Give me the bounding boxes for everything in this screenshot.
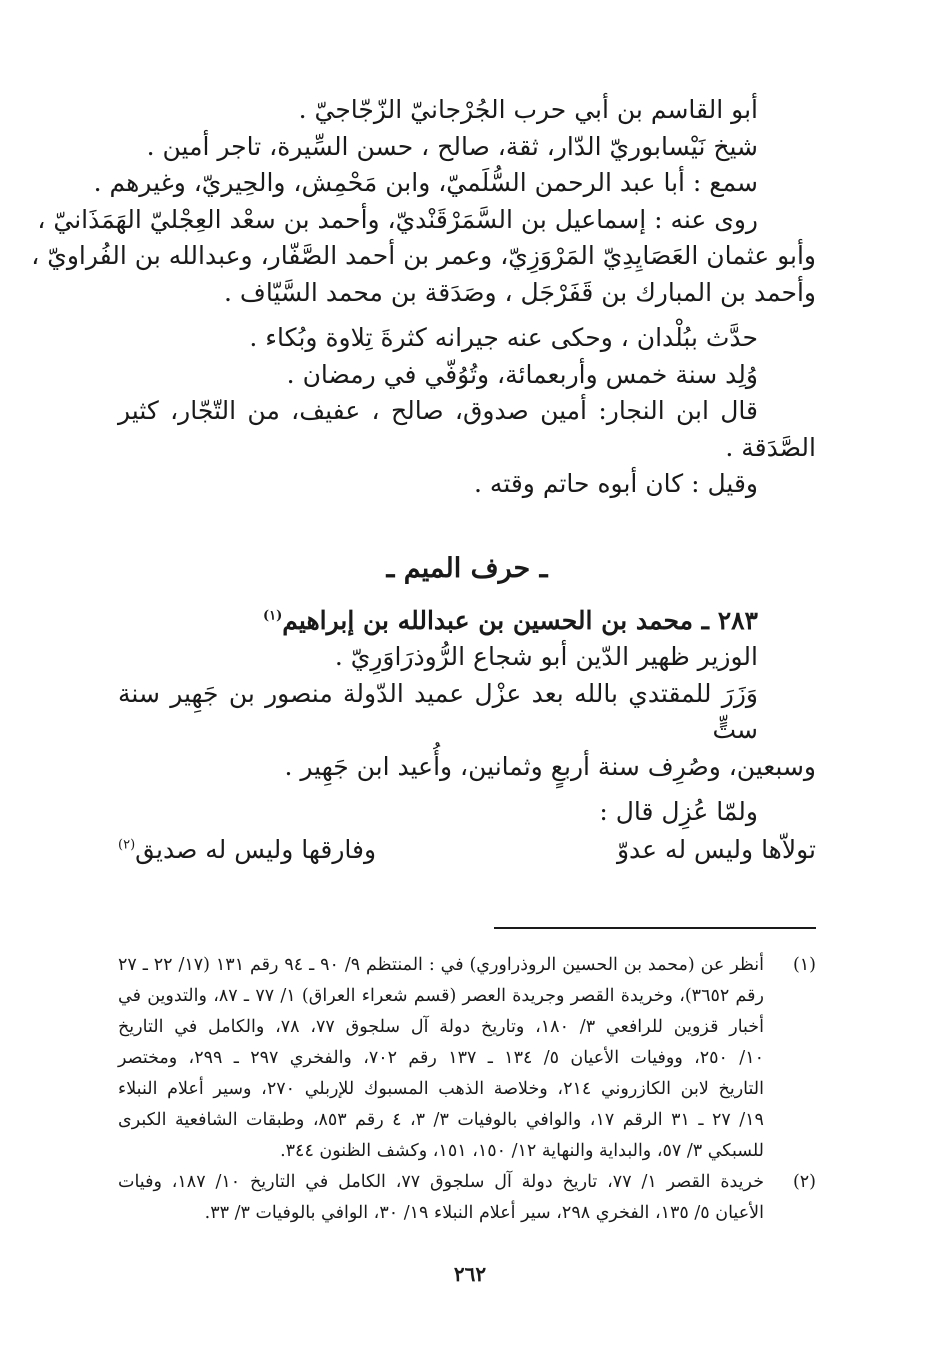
footnote-number: (١) xyxy=(792,955,816,975)
text-line: شيخ نَيْسابوريّ الدّار، ثقة، صالح ، حسن السِّيرة، تاجر أمين . xyxy=(146,131,758,161)
text-line: سمع : أبا عبد الرحمن السُّلَميّ، وابن مَحْمِش، والحِيريّ، وغيرهم . xyxy=(93,168,758,197)
footnote-ref[interactable]: (٢) xyxy=(118,837,136,853)
footnote-line: خريدة القصر ١/ ٧٧، تاريخ دولة آل سلجوق ٧٧، الكامل في التاريخ ١٠/ ١٨٧، وفيات xyxy=(118,1172,765,1192)
footnote-divider xyxy=(494,927,816,929)
poem-verse xyxy=(118,831,816,869)
text-line: الصَّدَقة . xyxy=(725,432,816,462)
text-line: أبو القاسم بن أبي حرب الجُرْجانيّ الزّجّاجيّ . xyxy=(298,95,758,124)
section-heading: ـ حرف الميم ـ xyxy=(386,552,548,584)
footnote-line: الأعيان ٥/ ١٣٥، الفخري ٢٩٨، سير أعلام النبلاء ١٩/ ٣٠، الوافي بالوفيات ٣/ ٣٣. xyxy=(204,1203,764,1223)
text-line: روى عنه : إسماعيل بن السَّمَرْقَنْديّ، وأحمد بن سعْد العِجْليّ الهَمَذَانيّ ، xyxy=(37,204,758,234)
text-line: قال ابن النجار: أمين صدوق، صالح ، عفيف، من التّجّار، كثير xyxy=(118,396,758,425)
footnote-text xyxy=(118,1167,764,1229)
footnote-ref[interactable]: (١) xyxy=(262,608,283,624)
verse-first-hemistich: تولاّها وليس له عدوّ xyxy=(616,834,816,864)
entry-title xyxy=(118,603,816,640)
footnote-line: رقم ٣٦٥٢)، وخريدة القصر وجريدة العصر (قسم شعراء العراق) ١/ ٧٧ ـ ٨٧، والتدوين في xyxy=(118,986,764,1006)
footnote-line: ١٩/ ٢٧ ـ ٣١ الرقم ١٧، والوافي بالوفيات ٣/ ٣، ٤ رقم ٨٥٣، وطبقات الشافعية الكبرى xyxy=(118,1110,764,1130)
footnote-line: التاريخ لابن الكازروني ٢١٤، وخلاصة الذهب المسبوك للإربلي ٢٧٠، وسير أعلام النبلاء xyxy=(118,1079,764,1099)
verse-second-hemistich xyxy=(118,831,376,869)
footnote-line: أخبار قزوين للرافعي ٣/ ١٨٠، وتاريخ دولة آل سلجوق ٧٧، ٧٨، والكامل في التاريخ xyxy=(118,1017,764,1037)
page-number: ٢٦٢ xyxy=(453,1262,487,1286)
text-line: وسبعين، وصُرِف سنة أربعٍ وثمانين، وأُعيد ابن جَهِير . xyxy=(284,751,816,781)
text-line: الوزير ظهير الدّين أبو شجاع الرُّوذرَاوَرِيّ . xyxy=(334,642,758,671)
text-line: وأبو عثمان العَصَايِدِيّ المَرْوَزِيّ، وعمر بن أحمد الصَّفّار، وعبدالله بن الفُراويّ ، xyxy=(31,241,816,270)
verse-second-text: وفارقها وليس له صديق xyxy=(135,834,377,864)
footnote xyxy=(118,950,816,1167)
footnotes xyxy=(118,950,816,1229)
footnote-line: للسبكي ٣/ ٥٧، والبداية والنهاية ١٢/ ١٥٠، ١٥١، وكشف الظنون ٣٤٤. xyxy=(280,1141,764,1161)
footnote xyxy=(118,1167,816,1229)
footnote-text xyxy=(118,950,764,1167)
text-line: وأحمد بن المبارك بن قَفَرْجَل ، وصَدَقة بن محمد السَّيّاف . xyxy=(224,277,816,307)
text-line: ولمّا عُزِل قال : xyxy=(599,797,758,826)
text-line: وَزَرَ للمقتدي بالله بعد عزْل عميد الدّولة منصور بن جَهِير سنة ستٍّ xyxy=(118,678,758,744)
entry-title-text: ٢٨٣ ـ محمد بن الحسين بن عبدالله بن إبراهيم xyxy=(282,605,758,635)
footnote-number: (٢) xyxy=(792,1172,816,1192)
footnote-line: أنظر عن (محمد بن الحسين الروذراوري) في : المنتظم ٩/ ٩٠ ـ ٩٤ رقم ١٣١ (١٧/ ٢٢ ـ ٢٧ xyxy=(118,955,764,975)
main-text xyxy=(31,92,816,869)
text-line: وُلِد سنة خمس وأربعمائة، وتُوُفّي في رمضان . xyxy=(286,359,758,389)
text-line: وقيل : كان أبوه حاتم وقته . xyxy=(474,469,758,498)
text-line: حدَّث ببُلْدان ، وحكى عنه جيرانه كثرةَ تِلاوة وبُكاء . xyxy=(249,323,758,352)
footnote-line: ١٠/ ٢٥٠، ووفيات الأعيان ٥/ ١٣٤ ـ ١٣٧ رقم ٧٠٢، والفخري ٢٩٧ ـ ٢٩٩، ومختصر xyxy=(118,1048,764,1068)
